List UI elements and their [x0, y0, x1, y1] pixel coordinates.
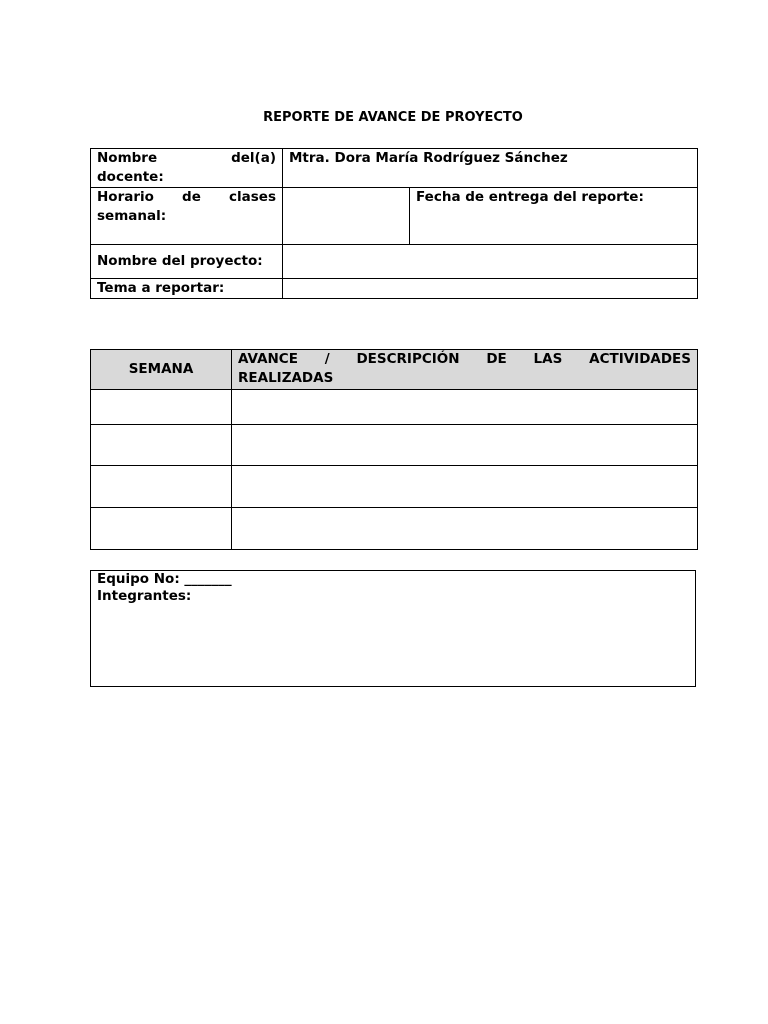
week-cell[interactable] — [91, 390, 232, 425]
progress-cell[interactable] — [232, 425, 698, 466]
weeks-header-row — [91, 350, 698, 390]
table-row — [91, 466, 698, 508]
topic-label-cell — [91, 279, 283, 299]
topic-value-cell[interactable] — [283, 279, 698, 299]
week-column-header — [91, 350, 232, 390]
project-info-table — [90, 148, 698, 299]
project-name-row — [91, 245, 698, 279]
week-column-label: SEMANA — [128, 361, 194, 377]
schedule-row — [91, 188, 698, 245]
teacher-value-cell[interactable] — [283, 149, 698, 188]
teacher-label-line2: docente: — [97, 169, 164, 185]
schedule-label-cell — [91, 188, 283, 245]
table-row — [91, 390, 698, 425]
project-name-label: Nombre del proyecto: — [97, 253, 263, 269]
teacher-value: Mtra. Dora María Rodríguez Sánchez — [289, 150, 568, 166]
progress-column-label-line2: REALIZADAS — [238, 370, 334, 386]
progress-cell[interactable] — [232, 508, 698, 550]
progress-column-label-line1: AVANCE / DESCRIPCIÓN DE LAS ACTIVIDADES — [238, 351, 691, 367]
project-name-label-cell — [91, 245, 283, 279]
teacher-label-line1: Nombre del(a) — [97, 150, 276, 166]
teacher-label-cell — [91, 149, 283, 188]
week-cell[interactable] — [91, 466, 232, 508]
topic-label: Tema a reportar: — [97, 280, 225, 296]
team-members-label: Integrantes: — [97, 587, 192, 604]
delivery-date-label: Fecha de entrega del reporte: — [416, 189, 644, 205]
teacher-row — [91, 149, 698, 188]
weekly-progress-table — [90, 349, 698, 550]
schedule-value-cell[interactable] — [283, 188, 410, 245]
week-cell[interactable] — [91, 425, 232, 466]
project-name-value-cell[interactable] — [283, 245, 698, 279]
week-cell[interactable] — [91, 508, 232, 550]
progress-cell[interactable] — [232, 390, 698, 425]
topic-row — [91, 279, 698, 299]
schedule-label-line2: semanal: — [97, 208, 167, 224]
page-title: REPORTE DE AVANCE DE PROYECTO — [263, 110, 523, 125]
table-row — [91, 508, 698, 550]
progress-cell[interactable] — [232, 466, 698, 508]
schedule-label-line1: Horario de clases — [97, 189, 276, 205]
team-number-label: Equipo No: _______ — [97, 571, 232, 587]
progress-column-header — [232, 350, 698, 390]
team-box[interactable] — [90, 570, 696, 687]
delivery-date-cell[interactable] — [410, 188, 698, 245]
table-row — [91, 425, 698, 466]
